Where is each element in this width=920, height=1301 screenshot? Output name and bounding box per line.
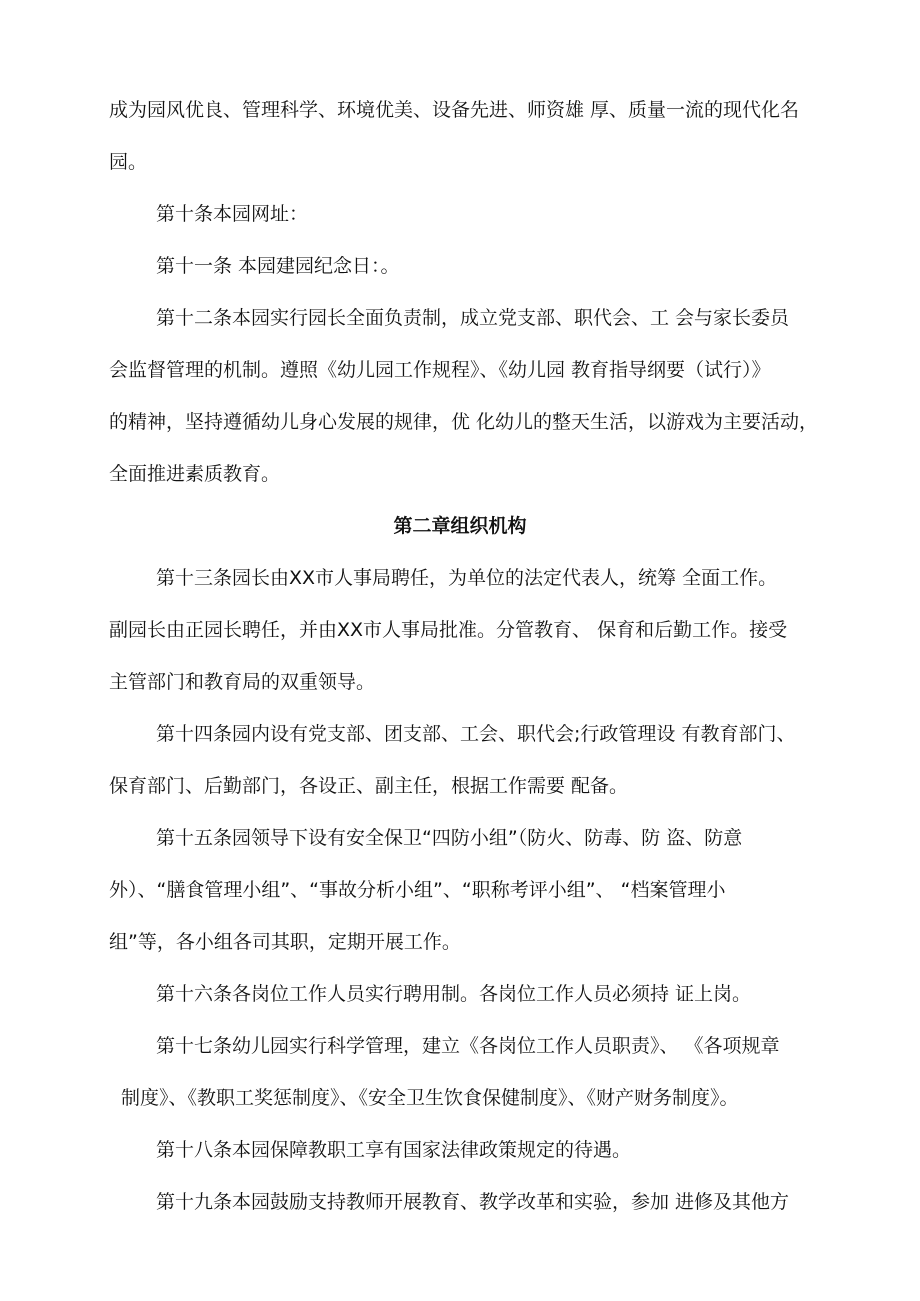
text-line: 外）、“膳食管理小组”、“事故分析小组”、“职称考评小组”、 “档案管理小 xyxy=(109,879,726,901)
article-14: 第十四条园内设有党支部、团支部、工会、职代会;行政管理设 有教育部门、 xyxy=(156,723,796,745)
article-10: 第十条本园网址： xyxy=(156,203,309,225)
text-line: 园。 xyxy=(109,151,148,173)
chapter-heading: 第二章组织机构 xyxy=(393,515,527,537)
text-line: 的精神，坚持遵循幼儿身心发展的规律，优 化幼儿的整天生活，以游戏为主要活动， xyxy=(109,411,819,433)
text-line: 制度》、《教职工奖惩制度》、《安全卫生饮食保健制度》、《财产财务制度》。 xyxy=(121,1087,739,1109)
article-13: 第十三条园长由XX市人事局聘任，为单位的法定代表人，统筹 全面工作。 xyxy=(156,567,778,589)
text-line: 全面推进素质教育。 xyxy=(109,463,281,485)
text-line: 组”等，各小组各司其职，定期开展工作。 xyxy=(109,931,461,953)
article-19: 第十九条本园鼓励支持教师开展教育、教学改革和实验，参加 进修及其他方 xyxy=(156,1191,790,1213)
article-16: 第十六条各岗位工作人员实行聘用制。各岗位工作人员必须持 证上岗。 xyxy=(156,983,752,1005)
article-17: 第十七条幼儿园实行科学管理，建立《各岗位工作人员职责》、 《各项规章 xyxy=(156,1035,780,1057)
article-12: 第十二条本园实行园长全面负责制，成立党支部、职代会、工 会与家长委员 xyxy=(156,307,790,329)
text-line: 会监督管理的机制。遵照《幼儿园工作规程》、《幼儿园 教育指导纲要（试行）》 xyxy=(109,359,771,381)
text-line: 保育部门、后勤部门，各设正、副主任，根据工作需要 配备。 xyxy=(109,775,629,797)
text-line: 主管部门和教育局的双重领导。 xyxy=(109,671,376,693)
article-18: 第十八条本园保障教职工享有国家法律政策规定的待遇。 xyxy=(156,1139,632,1161)
text-line: 副园长由正园长聘任，并由XX市人事局批准。分管教育、 保育和后勤工作。接受 xyxy=(109,619,788,641)
article-11: 第十一条 本园建园纪念日：。 xyxy=(156,255,400,277)
text-line: 成为园风优良、管理科学、环境优美、设备先进、师资雄 厚、质量一流的现代化名 xyxy=(109,99,800,121)
article-15: 第十五条园领导下设有安全保卫“四防小组”（防火、防毒、防 盗、防意 xyxy=(156,827,743,849)
